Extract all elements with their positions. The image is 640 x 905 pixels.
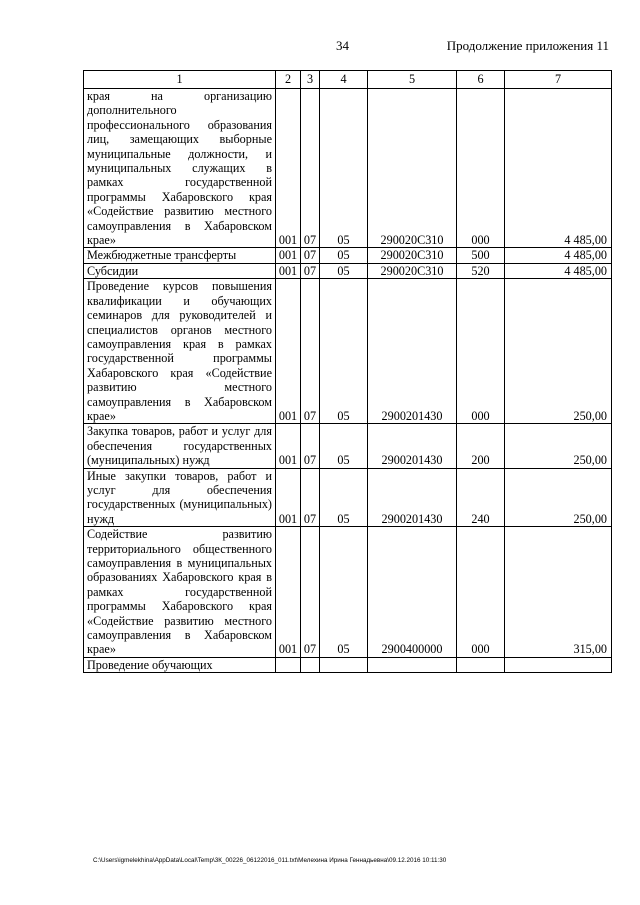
subsection-cell: 05 [320, 263, 368, 278]
expense-type-cell: 200 [457, 424, 505, 468]
row-name-cell: Иные закупки товаров, работ и услуг для обеспечения государственных (муниципальных) нужд [84, 468, 276, 527]
column-header: 7 [505, 71, 612, 89]
ministry-code-cell: 001 [276, 527, 301, 658]
ministry-code-cell: 001 [276, 468, 301, 527]
expense-type-cell: 520 [457, 263, 505, 278]
ministry-code-cell: 001 [276, 424, 301, 468]
ministry-code-cell: 001 [276, 279, 301, 424]
subsection-cell [320, 657, 368, 672]
appendix-continuation-note: Продолжение приложения 11 [446, 38, 609, 53]
column-header: 4 [320, 71, 368, 89]
subsection-cell: 05 [320, 424, 368, 468]
target-article-cell: 2900201430 [368, 424, 457, 468]
target-article-cell: 2900201430 [368, 279, 457, 424]
subsection-cell: 05 [320, 279, 368, 424]
amount-cell: 250,00 [505, 279, 612, 424]
row-name-cell: Закупка товаров, работ и услуг для обеспечения государственных (муниципальных) нужд [84, 424, 276, 468]
row-name-cell: Содействие развитию территориального общественного самоуправления в муниципальных образованиях Хабаровского края в рамках государственной программы Хабаровского края «Содействие развитию местного самоуправления в Хабаровском крае» [84, 527, 276, 658]
expense-type-cell [457, 657, 505, 672]
column-header: 6 [457, 71, 505, 89]
expense-type-cell: 000 [457, 527, 505, 658]
table-row [84, 248, 612, 263]
ministry-code-cell [276, 657, 301, 672]
row-name-cell: Проведение курсов повышения квалификации и обучающих семинаров для руководителей и специалистов органов местного самоуправления края в рамках государственной программы Хабаровского края «Содействие развитию местного самоуправления в Хабаровском крае» [84, 279, 276, 424]
row-name-cell: Межбюджетные трансферты [84, 248, 276, 263]
subsection-cell: 05 [320, 248, 368, 263]
amount-cell: 4 485,00 [505, 263, 612, 278]
section-cell: 07 [301, 468, 320, 527]
column-header: 5 [368, 71, 457, 89]
table-header-row [84, 71, 612, 89]
expense-type-cell: 000 [457, 279, 505, 424]
table-row [84, 657, 612, 672]
table-row [84, 263, 612, 278]
file-path-footer: C:\Users\igmelekhina\AppData\Local\Temp\3К_00226_06122016_011.txt\Мелехина Ирина Геннадьевна\09.12.2016 10:11:30 [93, 857, 447, 864]
amount-cell [505, 657, 612, 672]
expense-type-cell: 240 [457, 468, 505, 527]
row-name-cell: Субсидии [84, 263, 276, 278]
column-header: 3 [301, 71, 320, 89]
expense-type-cell: 500 [457, 248, 505, 263]
expense-type-cell: 000 [457, 89, 505, 248]
ministry-code-cell: 001 [276, 263, 301, 278]
section-cell: 07 [301, 248, 320, 263]
table-row [84, 424, 612, 468]
target-article-cell [368, 657, 457, 672]
table-row [84, 527, 612, 658]
table-row [84, 279, 612, 424]
target-article-cell: 2900400000 [368, 527, 457, 658]
section-cell: 07 [301, 279, 320, 424]
table-row [84, 468, 612, 527]
section-cell: 07 [301, 263, 320, 278]
section-cell: 07 [301, 424, 320, 468]
row-name-cell: края на организацию дополнительного профессионального образования лиц, замещающих выборные муниципальные должности, и муниципальных служащих в рамках государственной программы Хабаровского края «Содействие развитию местного самоуправления в Хабаровском крае» [84, 89, 276, 248]
ministry-code-cell: 001 [276, 248, 301, 263]
table-row [84, 89, 612, 248]
target-article-cell: 2900201430 [368, 468, 457, 527]
subsection-cell: 05 [320, 468, 368, 527]
target-article-cell: 290020С310 [368, 248, 457, 263]
target-article-cell: 290020С310 [368, 263, 457, 278]
amount-cell: 250,00 [505, 468, 612, 527]
section-cell: 07 [301, 527, 320, 658]
ministry-code-cell: 001 [276, 89, 301, 248]
amount-cell: 250,00 [505, 424, 612, 468]
column-header: 1 [84, 71, 276, 89]
row-name-cell: Проведение обучающих [84, 657, 276, 672]
amount-cell: 315,00 [505, 527, 612, 658]
subsection-cell: 05 [320, 89, 368, 248]
page-number: 34 [336, 38, 349, 53]
amount-cell: 4 485,00 [505, 89, 612, 248]
amount-cell: 4 485,00 [505, 248, 612, 263]
budget-table [83, 70, 612, 673]
subsection-cell: 05 [320, 527, 368, 658]
target-article-cell: 290020С310 [368, 89, 457, 248]
section-cell [301, 657, 320, 672]
column-header: 2 [276, 71, 301, 89]
section-cell: 07 [301, 89, 320, 248]
